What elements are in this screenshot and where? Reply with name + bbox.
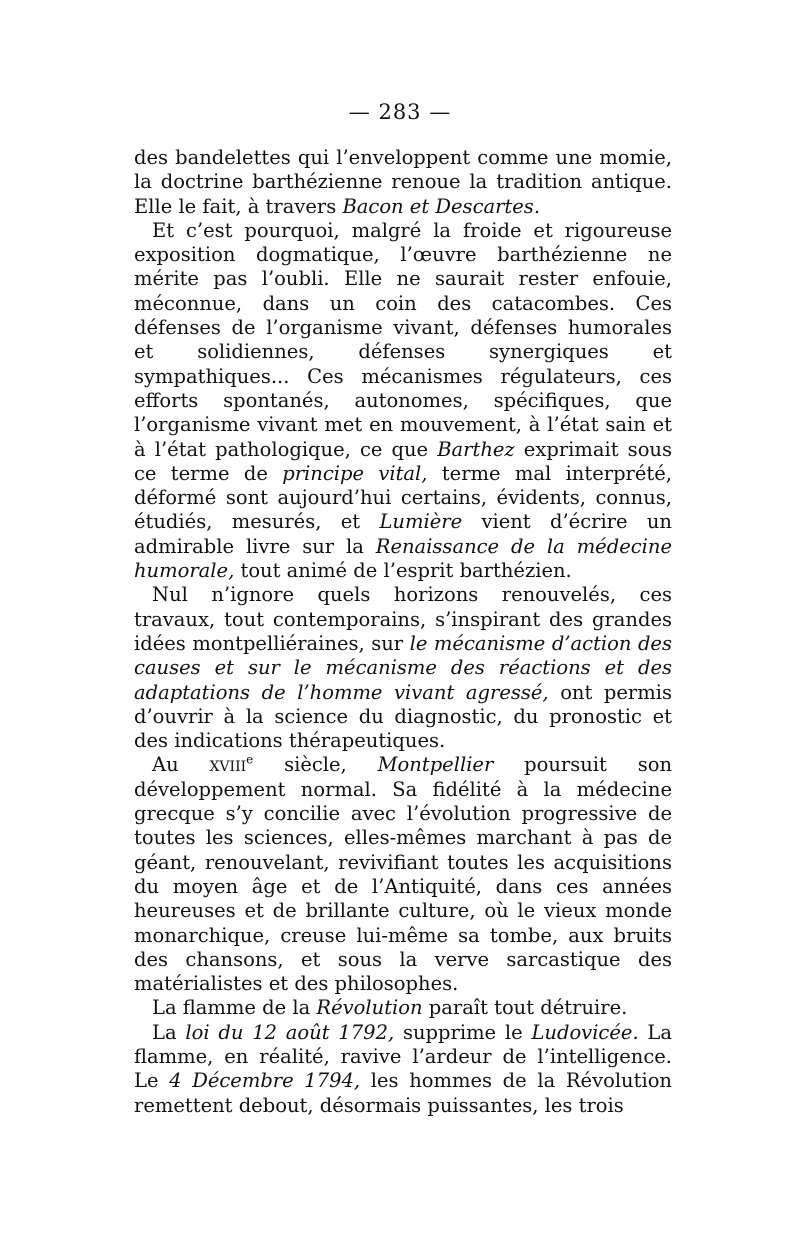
paragraph [134,753,672,996]
page-number: — 283 — [348,100,452,124]
text-segment: des bandelettes qui l’enveloppent comme une momie, la doctrine barthézienne renoue la tradition antique. Elle le fait, à travers [134,146,672,218]
text-segment: tout animé de l’esprit barthézien. [234,559,572,583]
italic-text: principe vital, [282,461,428,485]
text-segment: La flamme, en réalité, ravive l’ardeur de l’intelligence. Le [134,1020,673,1093]
text-segment: La flamme de la [152,996,317,1020]
text-segment: les hommes de la Révolution remettent debout, désormais puissantes, les trois [134,1069,672,1117]
italic-text: Révolution [316,996,423,1020]
paragraph [134,146,672,219]
text-segment: supprime le [394,1020,532,1044]
superscript-text: e [246,752,254,767]
paragraph [134,219,672,583]
text-segment: Et c’est pourquoi, malgré la froide et rigoureuse exposition dogmatique, l’œuvre barthézienne ne mérite pas l’oubli. Elle ne saurait rester enfouie, méconnue, dans un coin des catacombes. Ces défenses de l’organisme vivant, défenses humorales et solidiennes, défenses synergiques et sympathiques... Ces mécanismes régulateurs, ces efforts spontanés, autonomes, spécifiques, que l’organisme vivant met en mouvement, à l’état sain et à l’état pathologique, ce que [134,218,672,461]
text-segment: Nul n’ignore quels horizons renouvelés, ces travaux, tout contemporains, s’inspirant des grandes idées montpelliéraines, sur [134,583,672,655]
text-segment: terme mal interprété, déformé sont aujourd’hui certains, évidents, connus, étudiés, mesurés, et [134,461,672,534]
italic-text: le mécanisme d’action des causes et sur le mécanisme des réactions et des adaptations de l’homme vivant agressé, [134,631,672,704]
text-segment: vient d’écrire un admirable livre sur la [134,510,672,558]
text-segment: Au [152,753,210,777]
text-segment: paraît tout détruire. [422,996,628,1020]
body-text [134,146,672,1118]
italic-text: Barthez [437,437,515,461]
text-segment: poursuit son développement normal. Sa fidélité à la médecine grecque s’y concilie avec l’évolution progressive de toutes les sciences, elles-mêmes marchant à pas de géant, renouvelant, revivifiant toutes les acquisitions du moyen âge et de l’Antiquité, dans ces années heureuses et de brillante culture, où le vieux monde monarchique, creuse lui-même sa tombe, aux bruits des chansons, et sous la verve sarcastique des matérialistes et des philosophes. [134,753,672,996]
text-segment: exprimait sous ce terme de [134,437,672,485]
italic-text: 4 Décembre 1794, [169,1069,361,1093]
paragraph [134,1021,672,1118]
italic-text: Renaissance de la médecine humorale, [134,534,673,583]
italic-text: loi du 12 août 1792, [185,1020,395,1044]
italic-text: Lumière [379,510,463,534]
italic-text: Montpellier [377,753,494,777]
text-segment: La [152,1020,186,1044]
text-segment: siècle, [253,753,378,777]
italic-text: Ludovicée. [531,1020,639,1044]
italic-text: Bacon et Descartes. [342,194,541,218]
text-segment: ont permis d’ouvrir à la science du diagnostic, du pronostic et des indications thérapeutiques. [134,680,672,753]
paragraph [134,996,672,1020]
paragraph [134,583,672,753]
smallcaps-text: xviii [209,753,247,777]
